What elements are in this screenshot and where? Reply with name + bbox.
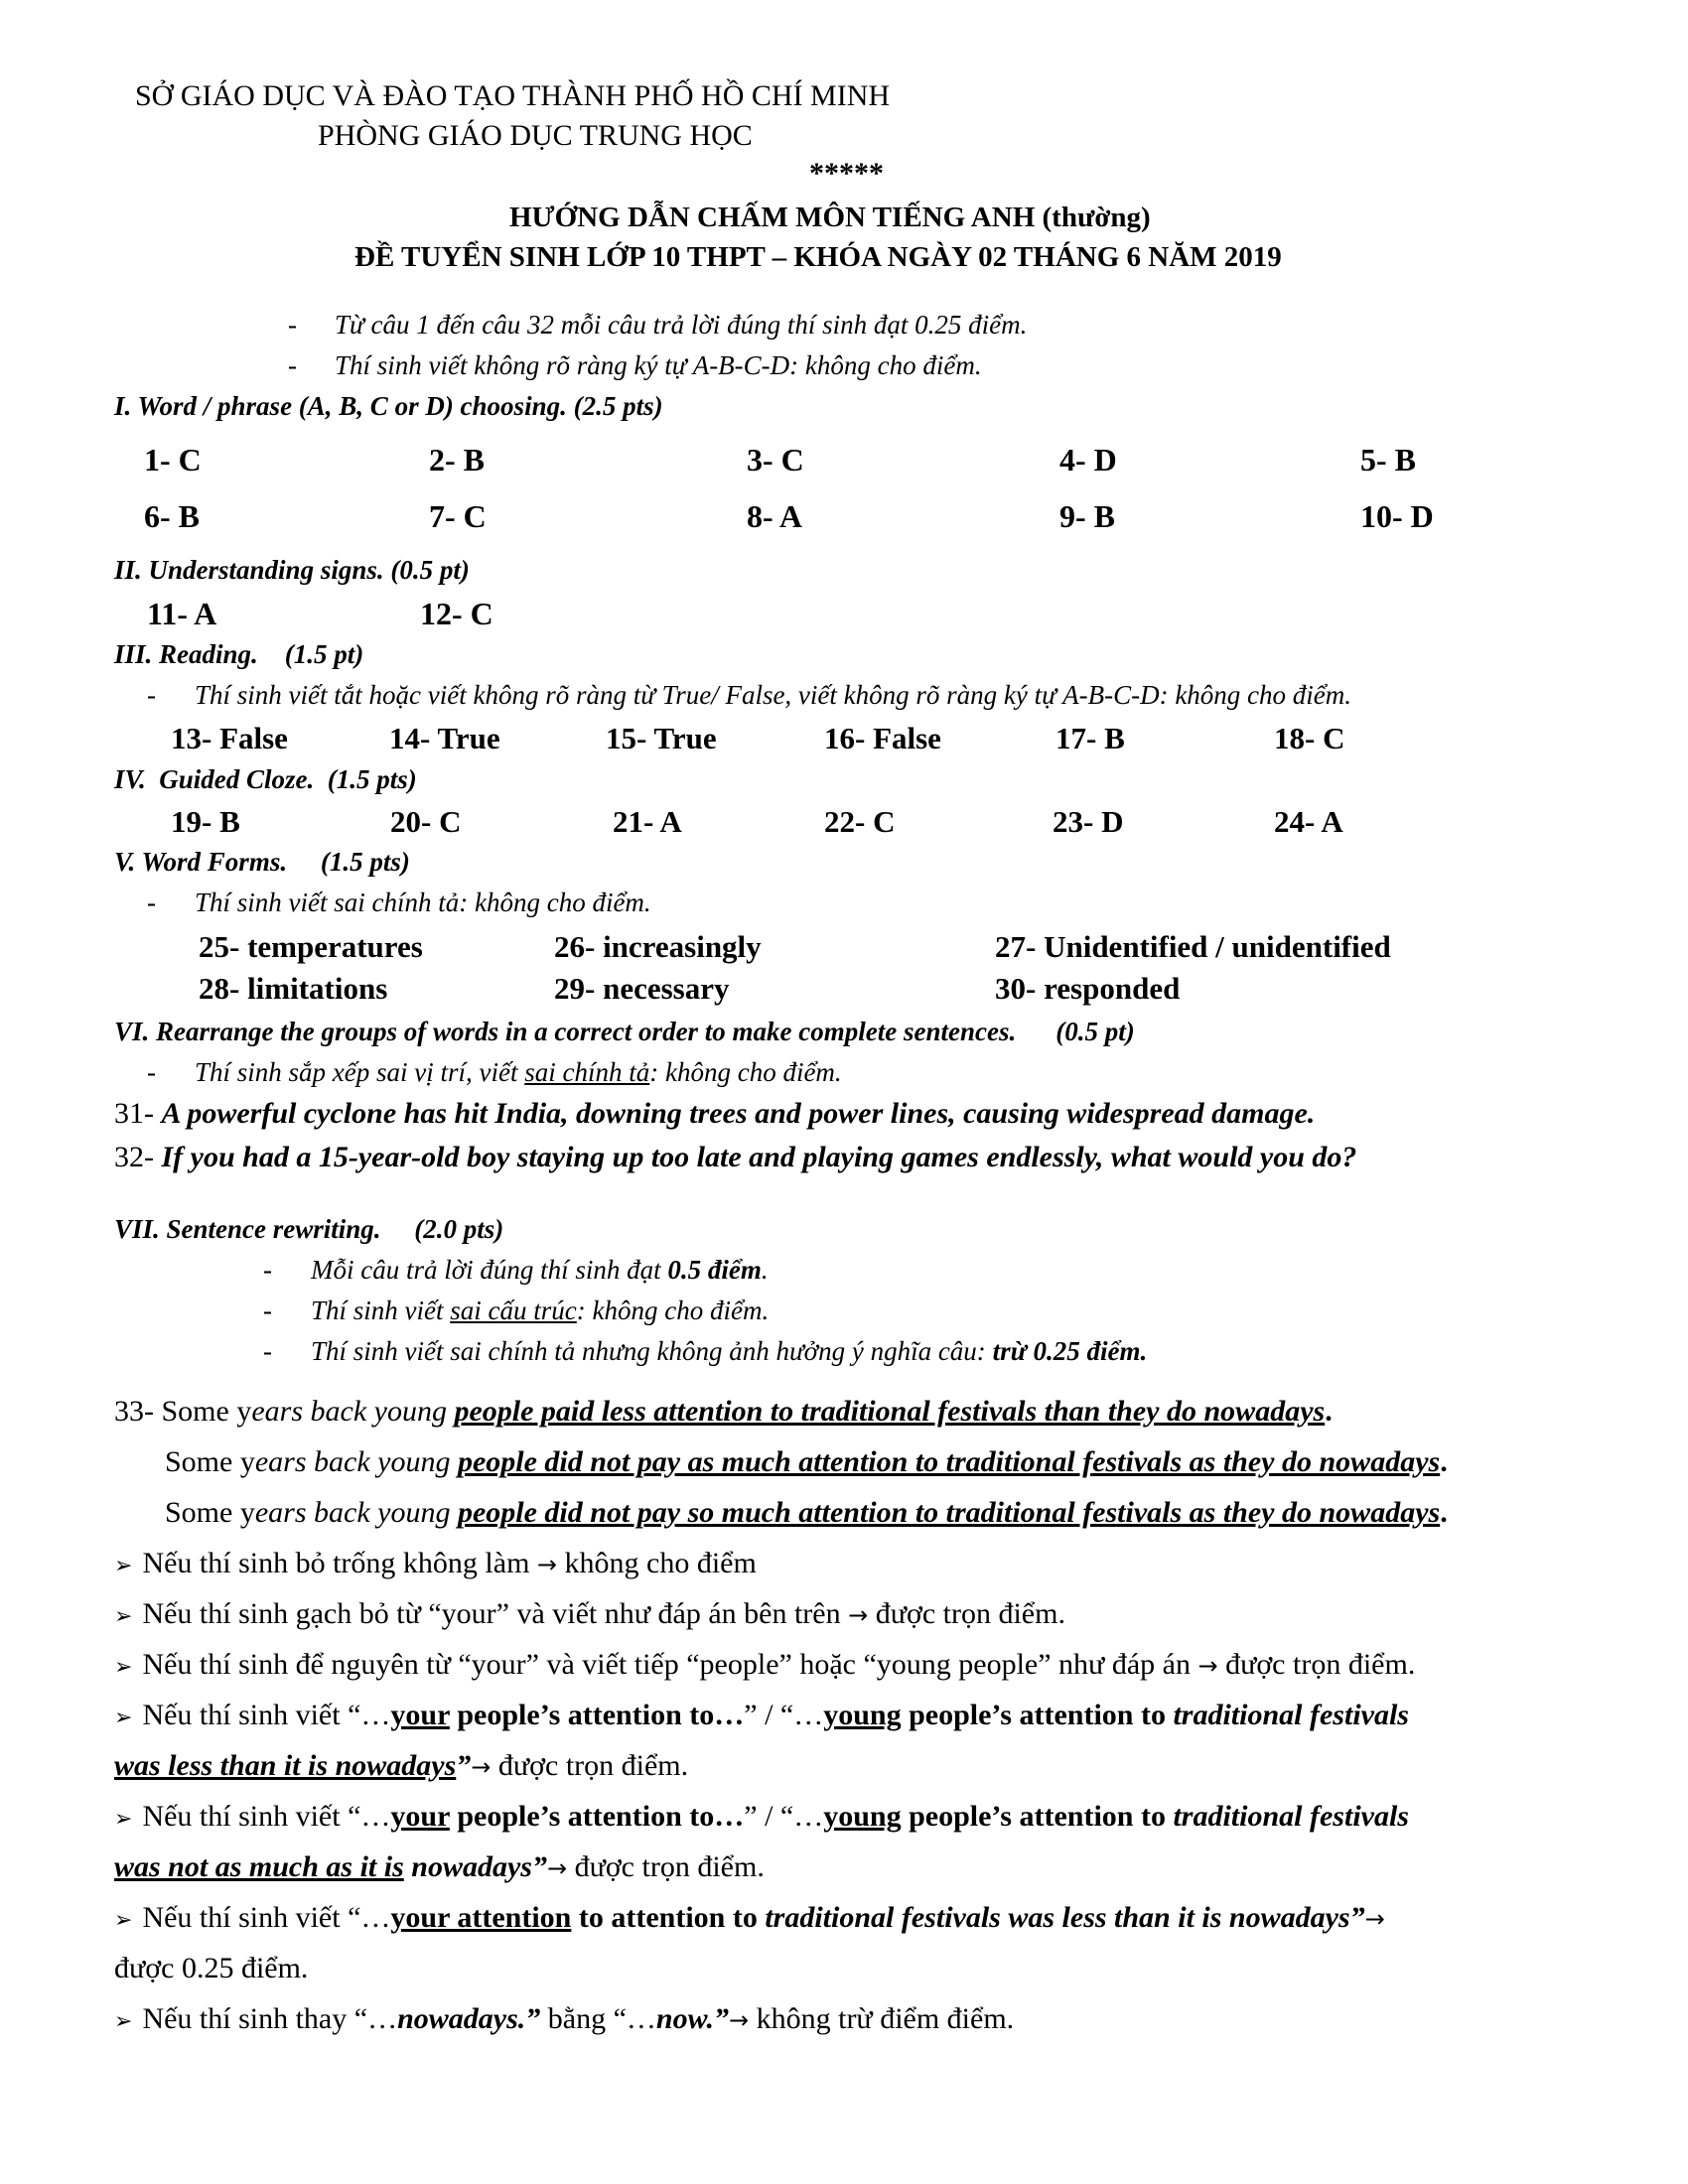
answer-text: people did not pay so much attention to traditional festivals as they do nowadays bbox=[457, 1496, 1441, 1529]
answer-7: 7- C bbox=[429, 498, 487, 534]
prompt-start: Some y bbox=[165, 1445, 255, 1478]
prompt-start: Some y bbox=[161, 1395, 252, 1428]
answer-12: 12- C bbox=[420, 596, 493, 631]
answer-22: 22- C bbox=[824, 804, 896, 839]
answer-1: 1- C bbox=[144, 442, 202, 478]
section-7-note-1 bbox=[311, 1255, 769, 1286]
section-5-note: Thí sinh viết sai chính tả: không cho điểm. bbox=[195, 887, 651, 917]
section-6-title-text: VI. Rearrange the groups of words in a correct order to make complete sentences. bbox=[114, 1017, 1017, 1046]
dash-marker: - bbox=[263, 1296, 272, 1325]
bullet-bold: to attention to bbox=[571, 1901, 766, 1934]
bullet-bold-italic: nowadays” bbox=[403, 1850, 547, 1883]
period: . bbox=[1440, 1496, 1448, 1529]
dash-marker: - bbox=[147, 1057, 156, 1087]
note-underlined: sai chính tả bbox=[524, 1057, 650, 1087]
bullet-text: Nếu thí sinh bỏ trống không làm bbox=[142, 1547, 537, 1579]
dash-marker: - bbox=[263, 1255, 272, 1285]
bullet-text: không trừ điểm điểm. bbox=[749, 2002, 1015, 2035]
answer-4: 4- D bbox=[1059, 442, 1117, 478]
bullet-5 bbox=[114, 1800, 1409, 1834]
answer-13: 13- False bbox=[171, 721, 288, 755]
bullet-text: Nếu thí sinh gạch bỏ từ “your” và viết như đáp án bên trên bbox=[142, 1597, 849, 1630]
bullet-underlined: your bbox=[390, 1800, 450, 1833]
bullet-2 bbox=[114, 1597, 1065, 1631]
dash-marker: - bbox=[147, 887, 156, 917]
prompt-start: Some y bbox=[165, 1496, 255, 1529]
right-arrow-icon: → bbox=[848, 1601, 869, 1629]
bullet-text: được trọn điểm. bbox=[1217, 1648, 1416, 1681]
answer-28: 28- limitations bbox=[199, 971, 388, 1006]
bullet-underlined: was not as much as it is bbox=[114, 1850, 404, 1883]
bullet-text: Nếu thí sinh thay “… bbox=[142, 2002, 398, 2035]
answer-10: 10- D bbox=[1360, 498, 1434, 534]
answer-27: 27- Unidentified / unidentified bbox=[995, 929, 1391, 964]
bullet-text: Nếu thí sinh viết “… bbox=[142, 1699, 391, 1731]
answer-11: 11- A bbox=[147, 596, 217, 631]
answer-8: 8- A bbox=[747, 498, 802, 534]
period: . bbox=[1440, 1445, 1448, 1478]
bullet-bold-italic: ” bbox=[456, 1749, 472, 1782]
bullet-arrow-icon: ➢ bbox=[114, 1908, 133, 1933]
sentence-text: If you had a 15-year-old boy staying up too late and playing games endlessly, what would you do? bbox=[161, 1141, 1357, 1173]
question-number: 33- bbox=[114, 1395, 162, 1428]
bullet-text: được trọn điểm. bbox=[868, 1597, 1065, 1630]
bullet-text: Nếu thí sinh để nguyên từ “your” và viết tiếp “people” hoặc “young people” như đáp án bbox=[142, 1648, 1198, 1681]
bullet-7 bbox=[114, 2002, 1014, 2036]
bullet-underlined: your bbox=[390, 1699, 450, 1731]
bullet-text: bằng “… bbox=[540, 2002, 656, 2035]
answer-20: 20- C bbox=[390, 804, 462, 839]
answer-30: 30- responded bbox=[995, 971, 1181, 1006]
sentence-32 bbox=[114, 1141, 1356, 1174]
note-text: Thí sinh sắp xếp sai vị trí, viết bbox=[195, 1057, 525, 1087]
answer-text: people did not pay as much attention to traditional festivals as they do nowadays bbox=[457, 1445, 1441, 1478]
section-5-title: V. Word Forms. (1.5 pts) bbox=[114, 847, 410, 877]
bullet-bold-italic: now.” bbox=[655, 2002, 729, 2035]
bullet-text: Nếu thí sinh viết “… bbox=[142, 1901, 391, 1934]
period: . bbox=[1325, 1395, 1333, 1428]
bullet-arrow-icon: ➢ bbox=[114, 1807, 133, 1832]
answer-18: 18- C bbox=[1274, 721, 1345, 755]
bullet-bold: people’s attention to… bbox=[449, 1699, 745, 1731]
section-3-title: III. Reading. (1.5 pt) bbox=[114, 639, 364, 669]
bullet-underlined: young bbox=[823, 1699, 902, 1731]
answer-19: 19- B bbox=[171, 804, 240, 839]
section-2-title: II. Understanding signs. (0.5 pt) bbox=[114, 555, 470, 585]
bullet-arrow-icon: ➢ bbox=[114, 1655, 133, 1680]
bullet-text: Nếu thí sinh viết “… bbox=[142, 1800, 391, 1833]
note-text: Thí sinh viết bbox=[311, 1296, 451, 1325]
bullet-underlined: your attention bbox=[390, 1901, 572, 1934]
bullet-bold: people’s attention to bbox=[901, 1699, 1174, 1731]
answer-24: 24- A bbox=[1274, 804, 1343, 839]
section-4-title: IV. Guided Cloze. (1.5 pts) bbox=[114, 764, 417, 794]
department-name: SỞ GIÁO DỤC VÀ ĐÀO TẠO THÀNH PHỐ HỒ CHÍ MINH bbox=[135, 79, 891, 112]
section-7-note-2 bbox=[311, 1296, 769, 1326]
bullet-underlined: was less than it is nowadays bbox=[114, 1749, 457, 1782]
note-underlined: sai cấu trúc bbox=[450, 1296, 577, 1325]
bullet-bold-italic: nowadays.” bbox=[397, 2002, 541, 2035]
section-7-note-3 bbox=[311, 1336, 1147, 1367]
bullet-underlined: young bbox=[823, 1800, 902, 1833]
q33-answer-1 bbox=[114, 1395, 1333, 1429]
bullet-arrow-icon: ➢ bbox=[114, 1554, 133, 1578]
bullet-arrow-icon: ➢ bbox=[114, 1706, 133, 1730]
bullet-6-continued: được 0.25 điểm. bbox=[114, 1952, 309, 1984]
sentence-number: 32- bbox=[114, 1141, 162, 1173]
prompt-prefix: ears back young bbox=[251, 1395, 455, 1428]
bullet-bold: people’s attention to bbox=[901, 1800, 1174, 1833]
dash-marker: - bbox=[147, 680, 156, 710]
note-text: : không cho điểm. bbox=[576, 1296, 770, 1325]
document-subtitle: ĐỀ TUYỂN SINH LỚP 10 THPT – KHÓA NGÀY 02 THÁNG 6 NĂM 2019 bbox=[354, 241, 1282, 273]
right-arrow-icon: → bbox=[1197, 1652, 1218, 1680]
bullet-5-continued bbox=[114, 1850, 765, 1884]
section-6-points: (0.5 pt) bbox=[1055, 1017, 1135, 1046]
answer-9: 9- B bbox=[1059, 498, 1115, 534]
answer-26: 26- increasingly bbox=[554, 929, 762, 964]
q33-answer-3 bbox=[165, 1496, 1448, 1530]
bullet-arrow-icon: ➢ bbox=[114, 2009, 133, 2034]
answer-25: 25- temperatures bbox=[199, 929, 423, 964]
note-text: Thí sinh viết sai chính tả nhưng không ảnh hưởng ý nghĩa câu: bbox=[311, 1336, 993, 1366]
note-text: . bbox=[761, 1255, 769, 1285]
bullet-bold: people’s attention to… bbox=[449, 1800, 745, 1833]
right-arrow-icon: → bbox=[546, 1854, 568, 1882]
bullet-bold-italic: traditional festivals bbox=[1173, 1699, 1409, 1731]
note-text: Mỗi câu trả lời đúng thí sinh đạt bbox=[311, 1255, 668, 1285]
sentence-text: A powerful cyclone has hit India, downing trees and power lines, causing widespread damage. bbox=[161, 1097, 1316, 1130]
section-3-note: Thí sinh viết tắt hoặc viết không rõ ràng từ True/ False, viết không rõ ràng ký tự A-B-C-D: không cho điểm. bbox=[195, 680, 1352, 710]
bullet-arrow-icon: ➢ bbox=[114, 1604, 133, 1629]
section-1-title: I. Word / phrase (A, B, C or D) choosing. (2.5 pts) bbox=[114, 391, 663, 421]
prompt-prefix: ears back young bbox=[254, 1496, 458, 1529]
bullet-4 bbox=[114, 1699, 1409, 1732]
dash-marker: - bbox=[288, 350, 297, 380]
bullet-text: ” / “… bbox=[744, 1699, 824, 1731]
sentence-number: 31- bbox=[114, 1097, 162, 1130]
answer-15: 15- True bbox=[606, 721, 717, 755]
note-bold: 0.5 điểm bbox=[667, 1255, 762, 1285]
answer-29: 29- necessary bbox=[554, 971, 730, 1006]
sentence-31 bbox=[114, 1097, 1315, 1131]
answer-2: 2- B bbox=[429, 442, 485, 478]
bullet-text: được trọn điểm. bbox=[491, 1749, 689, 1782]
answer-5: 5- B bbox=[1360, 442, 1416, 478]
dash-marker: - bbox=[288, 310, 297, 340]
answer-23: 23- D bbox=[1053, 804, 1124, 839]
q33-answer-2 bbox=[165, 1445, 1448, 1479]
answer-text: people paid less attention to traditional festivals than they do nowadays bbox=[454, 1395, 1326, 1428]
bullet-6 bbox=[114, 1901, 1385, 1935]
section-6-note bbox=[195, 1057, 842, 1088]
answer-3: 3- C bbox=[747, 442, 804, 478]
note-bold: trừ 0.25 điểm. bbox=[992, 1336, 1148, 1366]
bullet-4-continued bbox=[114, 1749, 688, 1783]
office-name: PHÒNG GIÁO DỤC TRUNG HỌC bbox=[318, 119, 753, 152]
bullet-text: không cho điểm bbox=[557, 1547, 757, 1579]
general-note-1: Từ câu 1 đến câu 32 mỗi câu trả lời đúng thí sinh đạt 0.25 điểm. bbox=[335, 310, 1028, 340]
document-title: HƯỚNG DẪN CHẤM MÔN TIẾNG ANH (thường) bbox=[509, 202, 1151, 233]
answer-21: 21- A bbox=[613, 804, 682, 839]
right-arrow-icon: → bbox=[536, 1551, 558, 1578]
bullet-text: được trọn điểm. bbox=[567, 1850, 765, 1883]
bullet-text: ” / “… bbox=[744, 1800, 824, 1833]
right-arrow-icon: → bbox=[1364, 1905, 1385, 1933]
general-note-2: Thí sinh viết không rõ ràng ký tự A-B-C-D: không cho điểm. bbox=[335, 350, 982, 380]
section-7-title: VII. Sentence rewriting. (2.0 pts) bbox=[114, 1214, 504, 1244]
dash-marker: - bbox=[263, 1336, 272, 1366]
stars-divider: ***** bbox=[809, 157, 884, 190]
bullet-bold-italic: traditional festivals was less than it is nowadays” bbox=[765, 1901, 1365, 1934]
answer-14: 14- True bbox=[389, 721, 500, 755]
note-text: : không cho điểm. bbox=[649, 1057, 842, 1087]
section-6-title bbox=[114, 1017, 1135, 1047]
right-arrow-icon: → bbox=[729, 2006, 750, 2034]
answer-17: 17- B bbox=[1055, 721, 1125, 755]
bullet-1 bbox=[114, 1547, 757, 1580]
right-arrow-icon: → bbox=[471, 1753, 492, 1781]
answer-6: 6- B bbox=[144, 498, 200, 534]
bullet-bold-italic: traditional festivals bbox=[1173, 1800, 1409, 1833]
prompt-prefix: ears back young bbox=[254, 1445, 458, 1478]
bullet-3 bbox=[114, 1648, 1415, 1682]
answer-16: 16- False bbox=[824, 721, 941, 755]
